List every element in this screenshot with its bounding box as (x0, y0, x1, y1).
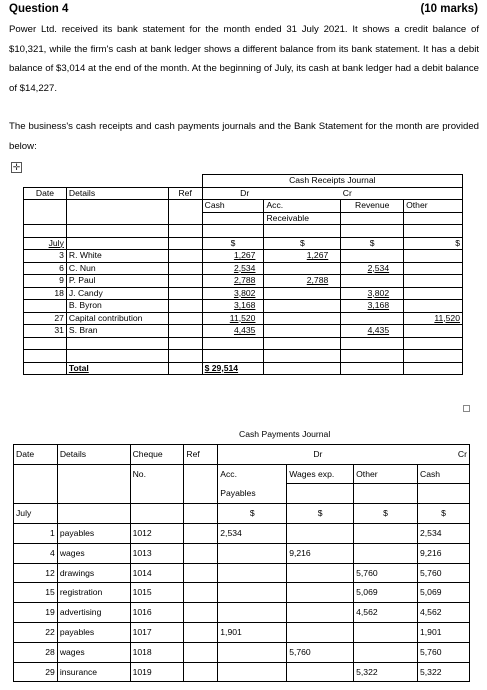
table-row (24, 312, 463, 325)
cpj-wages-header: Wages exp. (287, 464, 354, 484)
crj-revenue (341, 312, 404, 325)
crj-receivable: 1,267 (264, 250, 341, 263)
cpj-wages: 9,216 (287, 543, 354, 563)
cpj-other: 4,562 (354, 603, 418, 623)
cpj-details: advertising (57, 603, 130, 623)
cpj-title: Cash Payments Journal (218, 425, 470, 444)
crj-dollar: $ (341, 237, 404, 250)
cpj-ref (184, 642, 218, 662)
cpj-dollar: $ (418, 504, 470, 524)
cpj-ref-header: Ref (184, 444, 218, 464)
cpj-cash: 5,322 (418, 662, 470, 682)
crj-ref (168, 287, 202, 300)
crj-ref-header: Ref (168, 187, 202, 200)
cpj-day: 15 (14, 583, 58, 603)
crj-details: S. Bran (66, 325, 168, 338)
crj-title: Cash Receipts Journal (202, 175, 462, 188)
crj-day: 3 (24, 250, 67, 263)
crj-revenue: 3,802 (341, 287, 404, 300)
cpj-payables (218, 662, 287, 682)
cpj-wages (287, 603, 354, 623)
crj-ref (168, 300, 202, 313)
cpj-details: drawings (57, 563, 130, 583)
crj-other (404, 300, 463, 313)
table-row (14, 622, 470, 642)
crj-ref (168, 325, 202, 338)
crj-dr-header: Dr (202, 187, 341, 200)
crj-other-header: Other (404, 200, 463, 213)
crj-details: J. Candy (66, 287, 168, 300)
cpj-ref (184, 583, 218, 603)
cpj-date-header: Date (14, 444, 58, 464)
table-row (24, 275, 463, 288)
question-header (9, 3, 478, 19)
crj-month: July (24, 237, 67, 250)
cpj-dollar: $ (287, 504, 354, 524)
crj-dollar: $ (264, 237, 341, 250)
cpj-day: 1 (14, 523, 58, 543)
crj-receivable: 2,788 (264, 275, 341, 288)
crj-details-header: Details (66, 187, 168, 200)
cpj-other-header: Other (354, 464, 418, 484)
crj-day: 9 (24, 275, 67, 288)
crj-ref (168, 250, 202, 263)
crj-ref (168, 275, 202, 288)
cpj-details: wages (57, 642, 130, 662)
crj-day: 6 (24, 262, 67, 275)
table-row (14, 603, 470, 623)
cpj-other (354, 622, 418, 642)
cpj-no-header: No. (130, 464, 184, 484)
cpj-acc-header: Acc. (218, 464, 287, 484)
cpj-details: registration (57, 583, 130, 603)
crj-details: B. Byron (66, 300, 168, 313)
cpj-payables (218, 642, 287, 662)
cpj-month: July (14, 504, 58, 524)
crj-cash: 11,520 (202, 312, 264, 325)
cpj-payables (218, 603, 287, 623)
crj-cash: 1,267 (202, 250, 264, 263)
cpj-other (354, 543, 418, 563)
crj-receivable (264, 312, 341, 325)
table-row (24, 250, 463, 263)
crj-dollar: $ (404, 237, 463, 250)
crj-day: 31 (24, 325, 67, 338)
table-resize-handle[interactable] (463, 405, 470, 412)
cpj-cash: 5,069 (418, 583, 470, 603)
crj-cash: 3,168 (202, 300, 264, 313)
cpj-ref (184, 563, 218, 583)
table-row (24, 262, 463, 275)
cpj-day: 12 (14, 563, 58, 583)
crj-other (404, 275, 463, 288)
crj-date-header: Date (24, 187, 67, 200)
cpj-ref (184, 603, 218, 623)
table-row (14, 523, 470, 543)
cpj-other (354, 642, 418, 662)
cpj-cheque: 1013 (130, 543, 184, 563)
cash-payments-journal (13, 425, 470, 682)
table-row (14, 642, 470, 662)
cpj-details: payables (57, 622, 130, 642)
crj-receivable (264, 325, 341, 338)
crj-total-label: Total (66, 362, 168, 375)
cpj-wages (287, 583, 354, 603)
crj-revenue (341, 250, 404, 263)
crj-day: 27 (24, 312, 67, 325)
cpj-cash: 1,901 (418, 622, 470, 642)
cpj-cash: 9,216 (418, 543, 470, 563)
table-row (14, 662, 470, 682)
cpj-day: 4 (14, 543, 58, 563)
crj-ref (168, 262, 202, 275)
intro-paragraph: Power Ltd. received its bank statement for the month ended 31 July 2021. It shows a credit balance of $10,321, while the firm's cash at bank ledger shows a different balance from its bank statement. It has a debit balance of $3,014 at the end of the month. At the beginning of July, its cash at bank ledger had a debit balance of $14,227. (9, 24, 479, 94)
crj-dollar: $ (202, 237, 264, 250)
crj-details: P. Paul (66, 275, 168, 288)
crj-other: 11,520 (404, 312, 463, 325)
cpj-other: 5,322 (354, 662, 418, 682)
cpj-payables: 1,901 (218, 622, 287, 642)
cpj-cheque: 1014 (130, 563, 184, 583)
crj-cash: 2,788 (202, 275, 264, 288)
crj-details: R. White (66, 250, 168, 263)
cpj-wages: 5,760 (287, 642, 354, 662)
crj-day: 18 (24, 287, 67, 300)
crj-revenue: 4,435 (341, 325, 404, 338)
cpj-cheque: 1015 (130, 583, 184, 603)
cpj-cash: 5,760 (418, 642, 470, 662)
cpj-wages (287, 622, 354, 642)
cpj-cheque: 1018 (130, 642, 184, 662)
table-row (14, 543, 470, 563)
crj-total-cash: $ 29,514 (202, 362, 264, 375)
crj-receivable-header: Receivable (264, 212, 341, 225)
cash-receipts-journal (23, 174, 463, 375)
crj-revenue (341, 275, 404, 288)
cpj-ref (184, 622, 218, 642)
cpj-cheque: 1016 (130, 603, 184, 623)
cpj-cash: 4,562 (418, 603, 470, 623)
cpj-payables (218, 583, 287, 603)
cpj-dollar: $ (354, 504, 418, 524)
cpj-cheque-header: Cheque (130, 444, 184, 464)
cpj-payables-header: Payables (218, 484, 287, 504)
crj-receivable (264, 300, 341, 313)
cpj-cash-header: Cash (418, 464, 470, 484)
crj-revenue: 3,168 (341, 300, 404, 313)
cpj-details: wages (57, 543, 130, 563)
cpj-other: 5,760 (354, 563, 418, 583)
crj-acc-header: Acc. (264, 200, 341, 213)
cpj-cash: 2,534 (418, 523, 470, 543)
cpj-day: 22 (14, 622, 58, 642)
crj-cash-header: Cash (202, 200, 264, 213)
crj-receivable (264, 262, 341, 275)
cpj-cash: 5,760 (418, 563, 470, 583)
cpj-dollar: $ (218, 504, 287, 524)
crj-other (404, 250, 463, 263)
crj-cr-header: Cr (341, 187, 463, 200)
crj-details: C. Nun (66, 262, 168, 275)
cpj-details: payables (57, 523, 130, 543)
crj-ref (168, 312, 202, 325)
cpj-ref (184, 662, 218, 682)
cpj-payables (218, 563, 287, 583)
crj-cash: 3,802 (202, 287, 264, 300)
crj-other (404, 262, 463, 275)
cpj-payables (218, 543, 287, 563)
table-row (24, 287, 463, 300)
cpj-details: insurance (57, 662, 130, 682)
cpj-cr-header: Cr (418, 444, 470, 464)
table-move-icon[interactable]: ✛ (12, 162, 21, 172)
cpj-day: 29 (14, 662, 58, 682)
cpj-cheque: 1019 (130, 662, 184, 682)
cpj-dr-header: Dr (218, 444, 418, 464)
table-row (14, 563, 470, 583)
cpj-payables: 2,534 (218, 523, 287, 543)
crj-revenue-header: Revenue (341, 200, 404, 213)
crj-other (404, 287, 463, 300)
cpj-wages (287, 563, 354, 583)
cpj-ref (184, 543, 218, 563)
cpj-day: 28 (14, 642, 58, 662)
crj-day (24, 300, 67, 313)
table-row (24, 325, 463, 338)
cpj-other (354, 523, 418, 543)
cpj-ref (184, 523, 218, 543)
crj-other (404, 325, 463, 338)
crj-details: Capital contribution (66, 312, 168, 325)
crj-revenue: 2,534 (341, 262, 404, 275)
cpj-other: 5,069 (354, 583, 418, 603)
cpj-day: 19 (14, 603, 58, 623)
table-row (24, 300, 463, 313)
cpj-wages (287, 523, 354, 543)
question-marks: (10 marks) (420, 3, 478, 15)
question-title: Question 4 (9, 3, 69, 15)
crj-cash: 4,435 (202, 325, 264, 338)
cpj-wages (287, 662, 354, 682)
table-row (14, 583, 470, 603)
cpj-cheque: 1017 (130, 622, 184, 642)
crj-cash: 2,534 (202, 262, 264, 275)
crj-receivable (264, 287, 341, 300)
cpj-cheque: 1012 (130, 523, 184, 543)
cpj-details-header: Details (57, 444, 130, 464)
provided-paragraph: The business's cash receipts and cash payments journals and the Bank Statement for the month are provided below: (9, 121, 479, 152)
